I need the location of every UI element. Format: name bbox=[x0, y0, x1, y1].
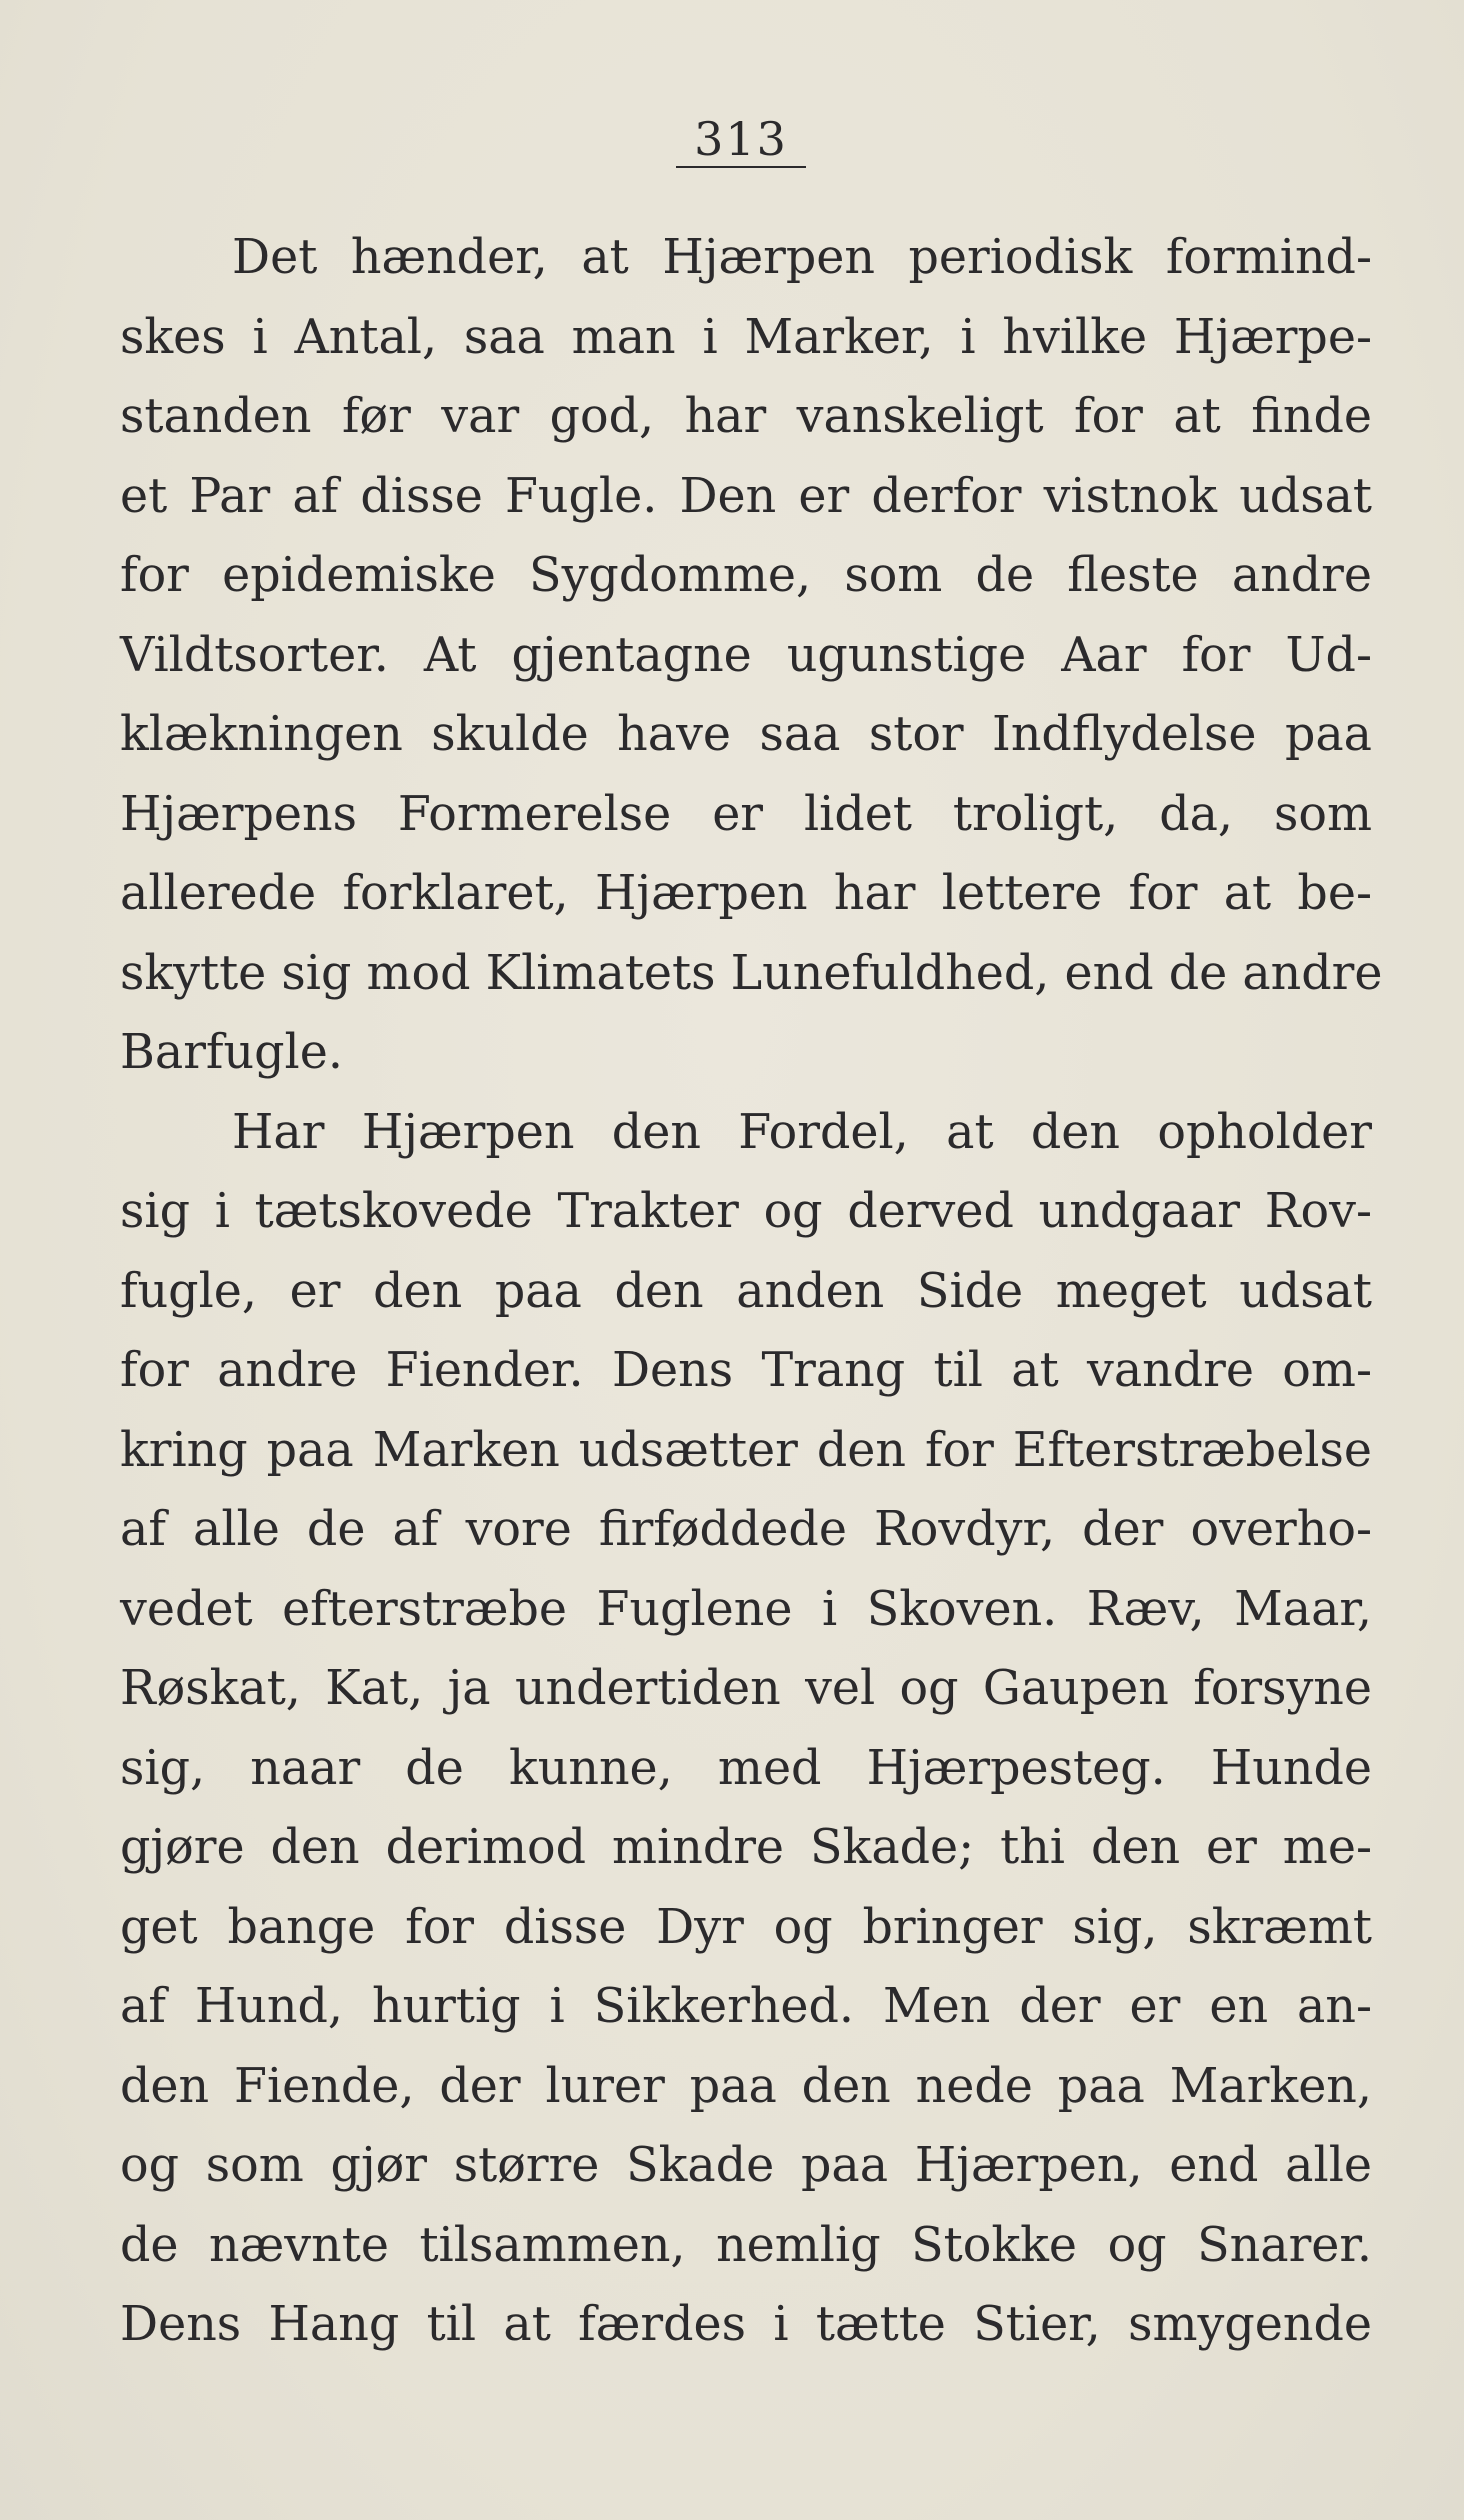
text-line: standen før var god, har vanskeligt for at finde bbox=[120, 389, 1372, 444]
text-line: Har Hjærpen den Fordel, at den opholder bbox=[232, 1104, 1372, 1160]
text-line: sig i tætskovede Trakter og derved undgaar Rov- bbox=[120, 1184, 1372, 1239]
text-line: af alle de af vore firføddede Rovdyr, der overho- bbox=[120, 1502, 1372, 1557]
body-text bbox=[120, 218, 1383, 2365]
text-line: skytte sig mod Klimatets Lunefuldhed, end de andre bbox=[120, 945, 1383, 1001]
text-line: for epidemiske Sygdomme, som de fleste andre bbox=[120, 548, 1372, 603]
text-line: klækningen skulde have saa stor Indflydelse paa bbox=[120, 707, 1372, 762]
text-line: Barfugle. bbox=[120, 1025, 343, 1080]
text-line: for andre Fiender. Dens Trang til at vandre om- bbox=[120, 1343, 1372, 1398]
page-number: 313 bbox=[694, 112, 788, 166]
text-line: Røskat, Kat, ja undertiden vel og Gaupen forsyne bbox=[120, 1661, 1372, 1716]
text-line: Vildtsorter. At gjentagne ugunstige Aar for Ud- bbox=[120, 627, 1372, 683]
text-line: den Fiende, der lurer paa den nede paa Marken, bbox=[120, 2058, 1372, 2114]
text-line: fugle, er den paa den anden Side meget udsat bbox=[120, 1263, 1372, 1319]
text-line: skes i Antal, saa man i Marker, i hvilke Hjærpe- bbox=[120, 309, 1372, 365]
text-line: sig, naar de kunne, med Hjærpesteg. Hunde bbox=[120, 1740, 1372, 1796]
text-line: et Par af disse Fugle. Den er derfor vistnok udsat bbox=[120, 468, 1372, 524]
page-number-rule bbox=[676, 166, 806, 168]
text-line: vedet efterstræbe Fuglene i Skoven. Ræv, Maar, bbox=[120, 1581, 1372, 1637]
text-line: og som gjør større Skade paa Hjærpen, end alle bbox=[120, 2138, 1372, 2193]
text-line: Hjærpens Formerelse er lidet troligt, da, som bbox=[120, 786, 1372, 842]
text-line: de nævnte tilsammen, nemlig Stokke og Snarer. bbox=[120, 2217, 1372, 2273]
text-line: af Hund, hurtig i Sikkerhed. Men der er en an- bbox=[120, 1979, 1372, 2034]
text-line: gjøre den derimod mindre Skade; thi den er me- bbox=[120, 1820, 1372, 1875]
text-line: get bange for disse Dyr og bringer sig, skræmt bbox=[120, 1899, 1372, 1955]
text-line: kring paa Marken udsætter den for Efterstræbelse bbox=[120, 1422, 1372, 1478]
text-line: Det hænder, at Hjærpen periodisk formind- bbox=[232, 230, 1372, 285]
text-line: allerede forklaret, Hjærpen har lettere for at be- bbox=[120, 866, 1372, 921]
text-line: Dens Hang til at færdes i tætte Stier, smygende bbox=[120, 2297, 1372, 2352]
